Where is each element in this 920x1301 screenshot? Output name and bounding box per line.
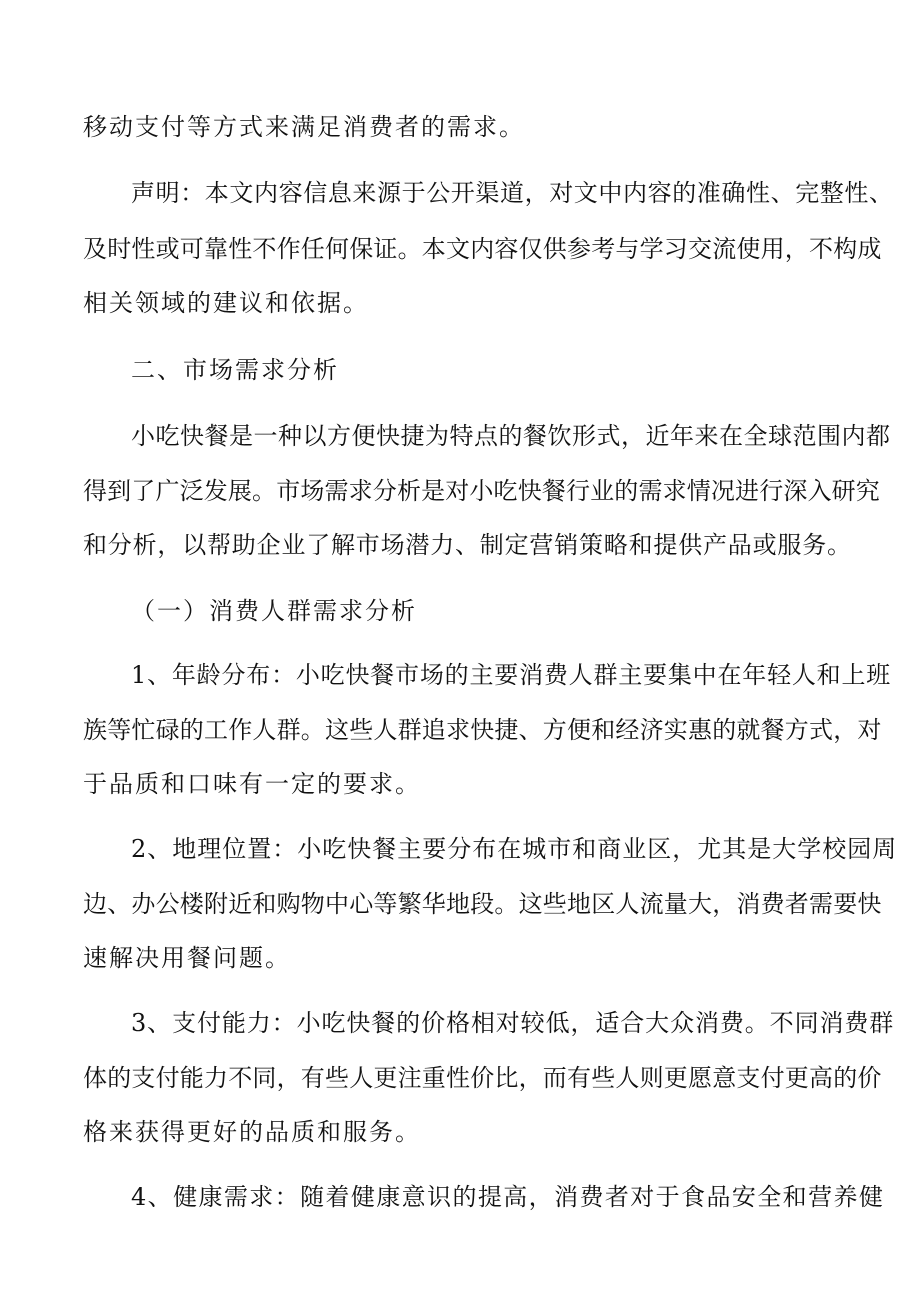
text-line: 速解决用餐问题。	[83, 944, 291, 972]
text-line: 1、年龄分布：小吃快餐市场的主要消费人群主要集中在年轻人和上班	[131, 661, 892, 689]
text-line: 相关领域的建议和依据。	[83, 289, 369, 317]
text-line: 2、地理位置：小吃快餐主要分布在城市和商业区，尤其是大学校园周	[131, 835, 898, 863]
text-line: 体的支付能力不同，有些人更注重性价比，而有些人则更愿意支付更高的价	[83, 1064, 882, 1092]
text-line: 格来获得更好的品质和服务。	[83, 1118, 421, 1146]
text-line: 边、办公楼附近和购物中心等繁华地段。这些地区人流量大，消费者需要快	[83, 890, 882, 918]
text-line: 族等忙碌的工作人群。这些人群追求快捷、方便和经济实惠的就餐方式，对	[83, 716, 882, 744]
subsection-heading: （一）消费人群需求分析	[131, 597, 417, 625]
text-line: 及时性或可靠性不作任何保证。本文内容仅供参考与学习交流使用，不构成	[83, 235, 882, 263]
text-line: 和分析，以帮助企业了解市场潜力、制定营销策略和提供产品或服务。	[83, 531, 852, 559]
text-line: 得到了广泛发展。市场需求分析是对小吃快餐行业的需求情况进行深入研究	[83, 477, 880, 505]
text-line: 4、健康需求：随着健康意识的提高，消费者对于食品安全和营养健	[131, 1183, 885, 1211]
text-line: 于品质和口味有一定的要求。	[83, 770, 421, 798]
section-heading: 二、市场需求分析	[131, 356, 339, 384]
text-line: 声明：本文内容信息来源于公开渠道，对文中内容的准确性、完整性、	[131, 179, 894, 207]
text-line: 3、支付能力：小吃快餐的价格相对较低，适合大众消费。不同消费群	[131, 1009, 895, 1037]
text-line: 小吃快餐是一种以方便快捷为特点的餐饮形式，近年来在全球范围内都	[131, 422, 891, 450]
text-line: 移动支付等方式来满足消费者的需求。	[83, 113, 525, 141]
